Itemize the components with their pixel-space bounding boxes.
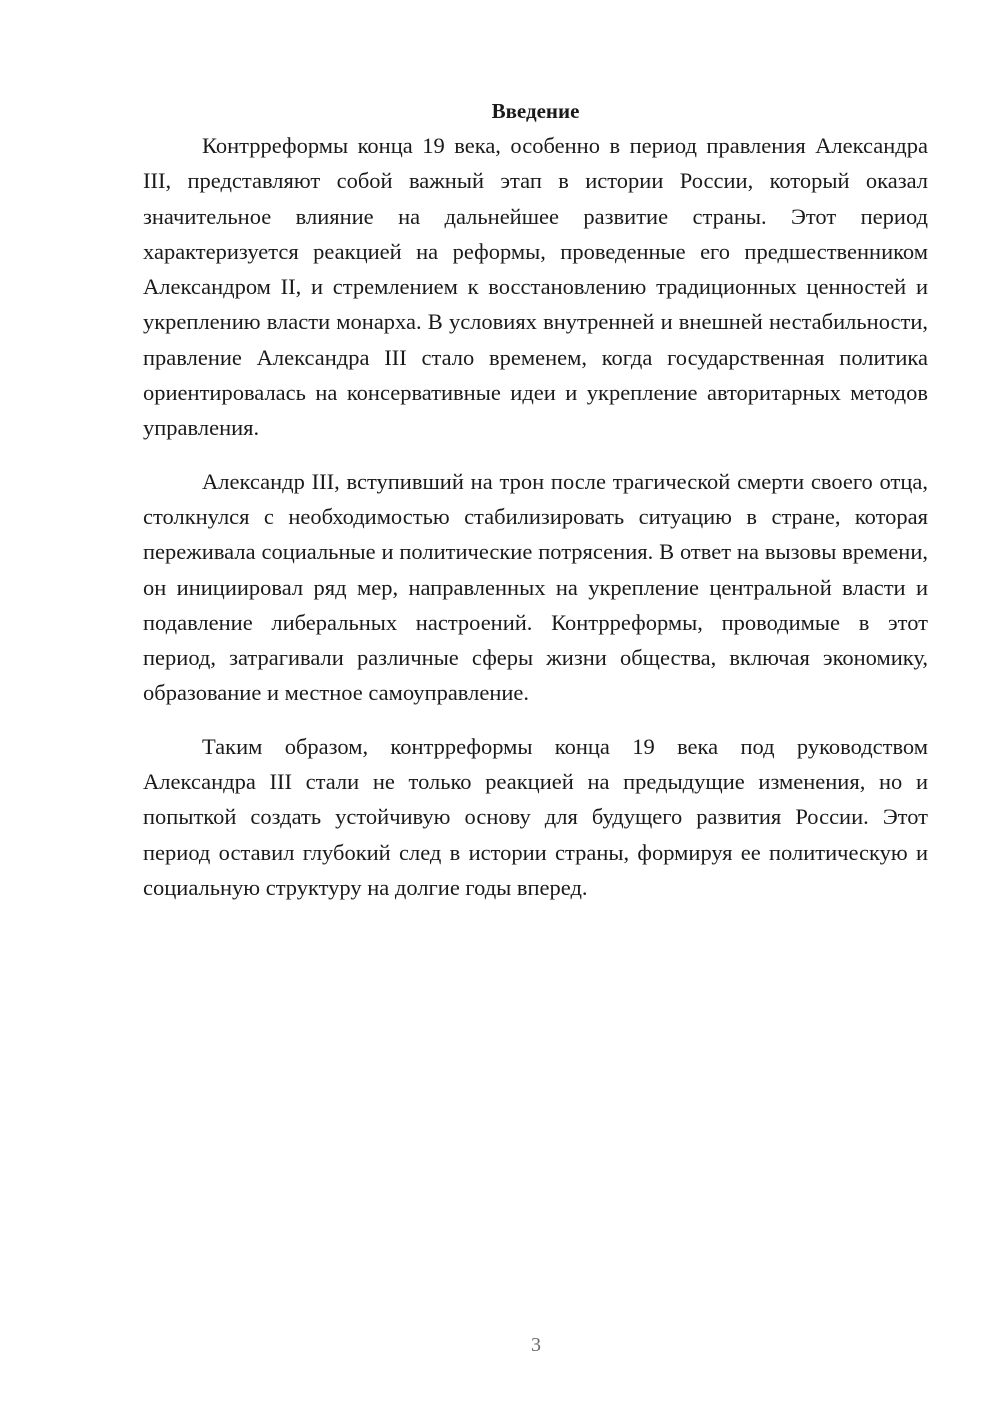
section-title: Введение bbox=[491, 99, 580, 123]
paragraph-1: Контрреформы конца 19 века, особенно в период правления Александра III, представляют собой важный этап в истории России, который оказал значительное влияние на дальнейшее развитие страны. Этот период характеризуется реакцией на реформы, проведенные его предшественником Александром II, и стремлением к восстановлению традиционных ценностей и укреплению власти монарха. В условиях внутренней и внешней нестабильности, правление Александра III стало временем, когда государственная политика ориентировалась на консервативные идеи и укрепление авторитарных методов управления. bbox=[143, 133, 928, 441]
page-content bbox=[143, 96, 928, 905]
paragraph-3: Таким образом, контрреформы конца 19 века под руководством Александра III стали не только реакцией на предыдущие изменения, но и попыткой создать устойчивую основу для будущего развития России. Этот период оставил глубокий след в истории страны, формируя ее политическую и социальную структуру на долгие годы вперед. bbox=[143, 733, 928, 900]
page-number: 3 bbox=[531, 1334, 541, 1356]
paragraph-2: Александр III, вступивший на трон после трагической смерти своего отца, столкнулся с необходимостью стабилизировать ситуацию в стране, которая переживала социальные и политические потрясения. В ответ на вызовы времени, он инициировал ряд мер, направленных на укрепление центральной власти и подавление либеральных настроений. Контрреформы, проводимые в этот период, затрагивали различные сферы жизни общества, включая экономику, образование и местное самоуправление. bbox=[143, 468, 928, 706]
